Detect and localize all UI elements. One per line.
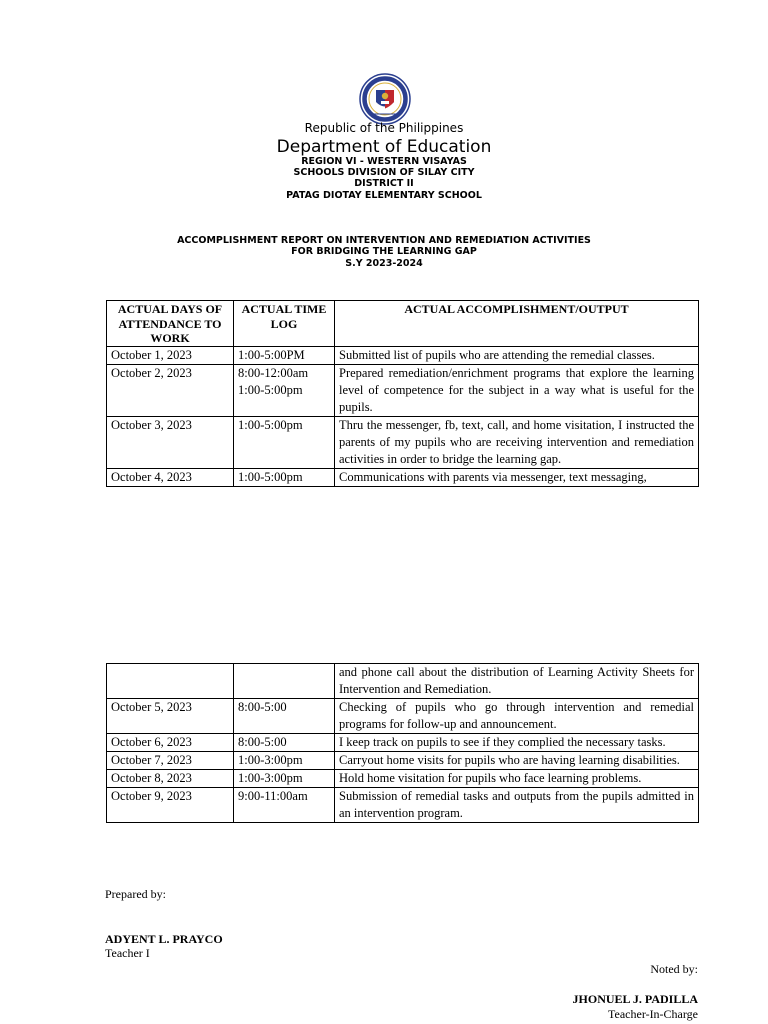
table-row — [107, 734, 699, 752]
row-time: 9:00-11:00am — [234, 788, 335, 823]
row-date: October 5, 2023 — [107, 699, 234, 734]
row-output: Submission of remedial tasks and outputs from the pupils admitted in an intervention program. — [335, 788, 699, 823]
noted-by-position: Teacher-In-Charge — [608, 1007, 698, 1021]
row-time: 8:00-5:00 — [234, 699, 335, 734]
row-output: Communications with parents via messenger, text messaging, — [335, 469, 699, 487]
row-output: and phone call about the distribution of Learning Activity Sheets for Intervention and Remediation. — [335, 664, 699, 699]
region-label: REGION VI - WESTERN VISAYAS — [301, 156, 467, 167]
table-row — [107, 347, 699, 365]
noted-by-name: JHONUEL J. PADILLA — [572, 992, 698, 1006]
table-row — [107, 752, 699, 770]
row-time-line2: 1:00-5:00pm — [238, 383, 303, 397]
row-time: 1:00-5:00pm — [234, 417, 335, 469]
district-label: DISTRICT II — [354, 178, 414, 189]
republic-label: Republic of the Philippines — [304, 121, 464, 135]
table-row — [107, 770, 699, 788]
table-row — [107, 664, 699, 699]
row-date: October 8, 2023 — [107, 770, 234, 788]
header-output: ACTUAL ACCOMPLISHMENT/OUTPUT — [335, 301, 699, 347]
report-title-line2: FOR BRIDGING THE LEARNING GAP — [291, 246, 477, 257]
row-output: Carryout home visits for pupils who are having learning disabilities. — [335, 752, 699, 770]
accomplishment-table-part1 — [106, 300, 699, 487]
row-date: October 7, 2023 — [107, 752, 234, 770]
row-output: Prepared remediation/enrichment programs that explore the learning level of competence for the subject in a way what is useful for the pupils. — [335, 365, 699, 417]
row-date: October 9, 2023 — [107, 788, 234, 823]
table-row — [107, 417, 699, 469]
school-year-label: S.Y 2023-2024 — [345, 258, 423, 269]
row-output: Submitted list of pupils who are attending the remedial classes. — [335, 347, 699, 365]
prepared-by-position: Teacher I — [105, 946, 150, 960]
header-days: ACTUAL DAYS OF ATTENDANCE TO WORK — [107, 301, 234, 347]
row-output: Checking of pupils who go through intervention and remedial programs for follow-up and announcement. — [335, 699, 699, 734]
row-time — [234, 365, 335, 417]
accomplishment-table-part2 — [106, 663, 699, 823]
row-time: 1:00-5:00PM — [234, 347, 335, 365]
table-header-row — [107, 301, 699, 347]
row-time: 1:00-3:00pm — [234, 752, 335, 770]
row-date: October 6, 2023 — [107, 734, 234, 752]
noted-by-label: Noted by: — [650, 962, 698, 976]
row-output: I keep track on pupils to see if they complied the necessary tasks. — [335, 734, 699, 752]
row-date: October 1, 2023 — [107, 347, 234, 365]
row-date: October 3, 2023 — [107, 417, 234, 469]
report-title-line1: ACCOMPLISHMENT REPORT ON INTERVENTION AND REMEDIATION ACTIVITIES — [177, 235, 591, 246]
row-date: October 4, 2023 — [107, 469, 234, 487]
table-row — [107, 365, 699, 417]
row-time: 1:00-5:00pm — [234, 469, 335, 487]
division-label: SCHOOLS DIVISION OF SILAY CITY — [293, 167, 475, 178]
header-time-log: ACTUAL TIME LOG — [234, 301, 335, 347]
row-time-line1: 8:00-12:00am — [238, 366, 309, 380]
prepared-by-name: ADYENT L. PRAYCO — [105, 932, 223, 946]
row-output: Thru the messenger, fb, text, call, and home visitation, I instructed the parents of my pupils who are receiving intervention and remediation activities in order to bridge the learning gap. — [335, 417, 699, 469]
deped-seal-icon — [355, 73, 415, 125]
prepared-by-label: Prepared by: — [105, 887, 166, 901]
table-row — [107, 788, 699, 823]
table-row — [107, 469, 699, 487]
row-output: Hold home visitation for pupils who face learning problems. — [335, 770, 699, 788]
department-title: Department of Education — [276, 137, 492, 157]
row-date: October 2, 2023 — [107, 365, 234, 417]
row-time: 8:00-5:00 — [234, 734, 335, 752]
row-time — [234, 664, 335, 699]
row-date — [107, 664, 234, 699]
school-label: PATAG DIOTAY ELEMENTARY SCHOOL — [286, 190, 482, 201]
row-time: 1:00-3:00pm — [234, 770, 335, 788]
table-row — [107, 699, 699, 734]
